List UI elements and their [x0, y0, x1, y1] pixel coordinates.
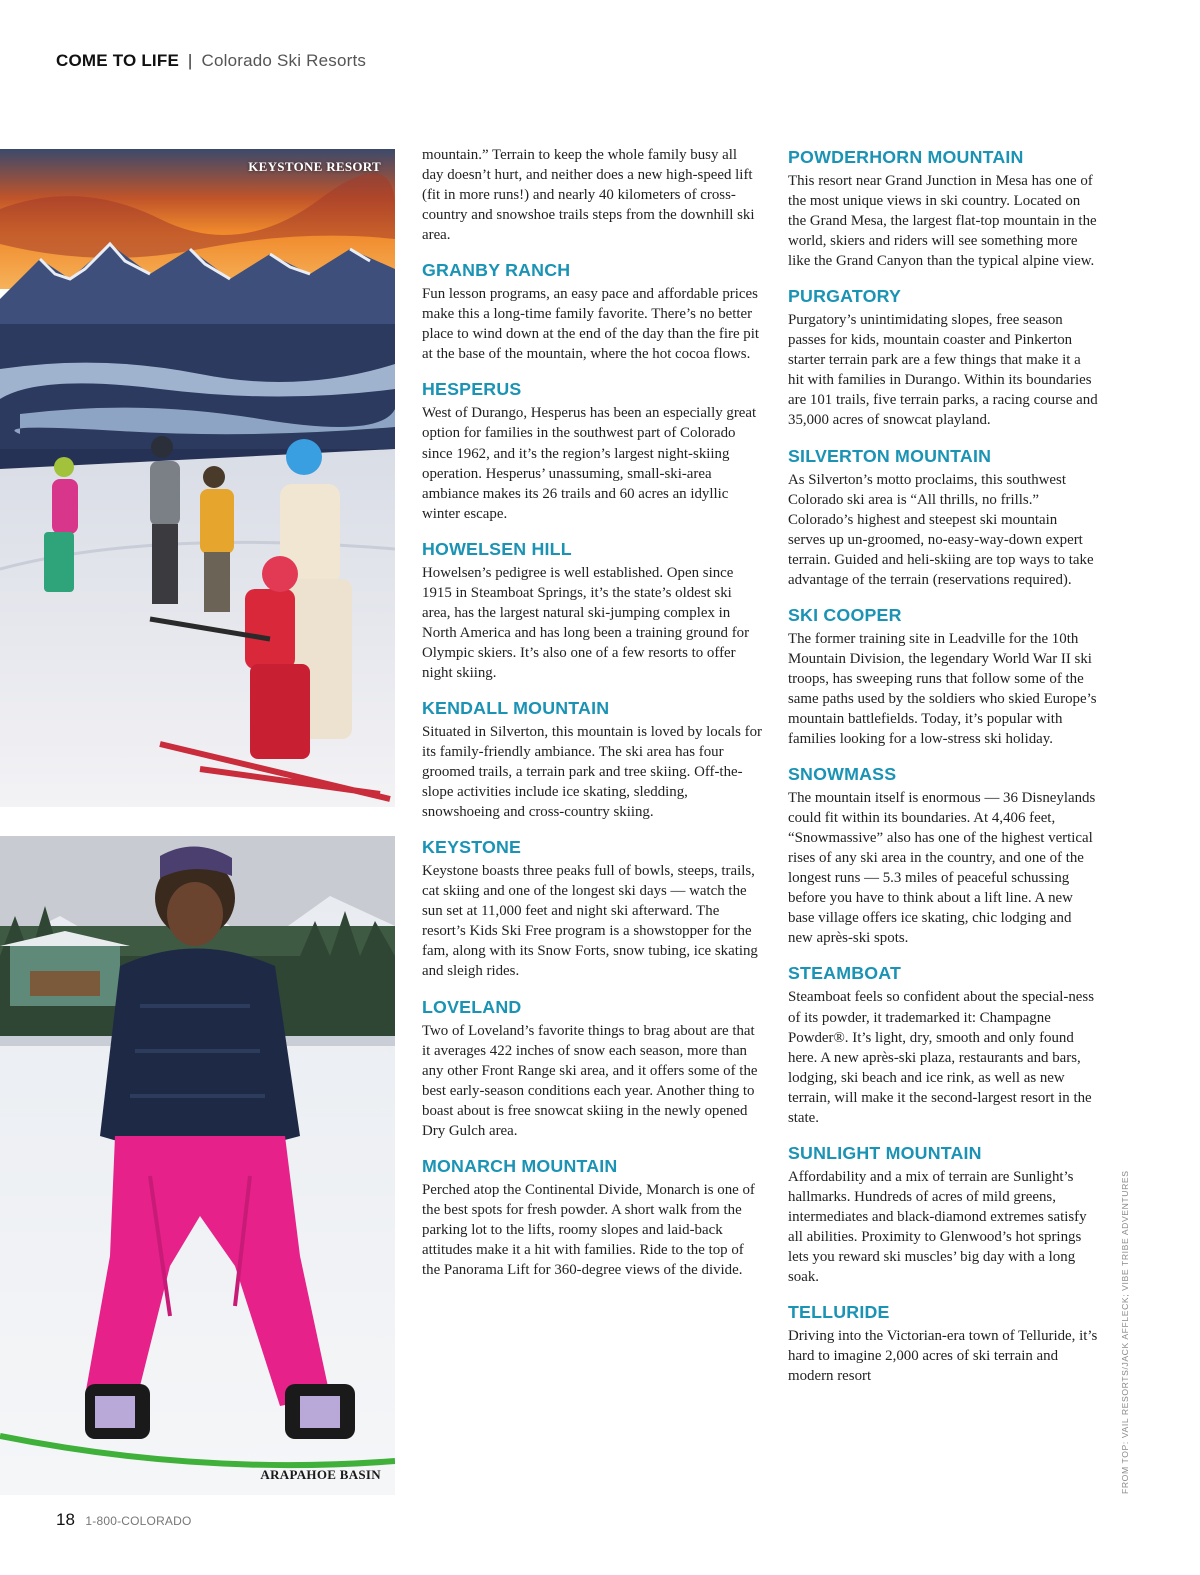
body-silverton-mountain: As Silverton’s motto proclaims, this southwest Colorado ski area is “All thrills, no frills.” Colorado’s highest and steepest ski mountain serves up un-groomed, no-easy-way-down expert terrain. Guided and heli-skiing are top ways to take advantage of the terrain (reservations required). [788, 471, 1094, 588]
page-number: 18 [56, 1510, 75, 1529]
section-label: COME TO LIFE [56, 51, 179, 70]
heading-silverton-mountain: SILVERTON MOUNTAIN [788, 445, 992, 466]
heading-kendall-mountain: KENDALL MOUNTAIN [422, 697, 610, 718]
heading-ski-cooper: SKI COOPER [788, 604, 902, 625]
body-powderhorn-mountain: This resort near Grand Junction in Mesa has one of the most unique views in ski country. Located on the Grand Mesa, the largest flat-top mountain in the world, skiers and riders will see something more like the Grand Canyon than the typical alpine view. [788, 173, 1097, 270]
heading-hesperus: HESPERUS [422, 379, 522, 400]
intro-paragraph: mountain.” Terrain to keep the whole family busy all day doesn’t hurt, and neither does a new high-speed lift (fit in more runs!) and nearly 40 kilometers of cross-country and snowshoe trails steps from the downhill ski area. [422, 147, 755, 244]
heading-purgatory: PURGATORY [788, 286, 902, 307]
body-purgatory: Purgatory’s unintimidating slopes, free season passes for kids, mountain coaster and Pinkerton starter terrain park are a few things that make it a hit with families in Durango. Within its boundaries are 101 trails, five terrain parks, a racing course and 35,000 acres of snowcat playland. [788, 312, 1098, 429]
section-subtitle: Colorado Ski Resorts [201, 51, 367, 70]
heading-keystone: KEYSTONE [422, 837, 522, 858]
page-header [56, 51, 366, 71]
right-column [788, 145, 1098, 1386]
keystone-photo-illustration [0, 149, 395, 807]
body-telluride: Driving into the Victorian-era town of Telluride, it’s hard to imagine 2,000 acres of ski terrain and modern resort [788, 1328, 1098, 1385]
keystone-resort-photo [0, 149, 395, 807]
heading-snowmass: SNOWMASS [788, 764, 897, 785]
heading-sunlight-mountain: SUNLIGHT MOUNTAIN [788, 1142, 982, 1163]
heading-loveland: LOVELAND [422, 996, 522, 1017]
body-monarch-mountain: Perched atop the Continental Divide, Monarch is one of the best spots for fresh powder. A short walk from the parking lot to the lifts, roomy slopes and laid-back attitudes make it a hit with families. Ride to the top of the Panorama Lift for 360-degree views of the divide. [422, 1181, 755, 1278]
body-loveland: Two of Loveland’s favorite things to brag about are that it averages 422 inches of snow each season, more than any other Front Range ski area, and it offers some of the best early-season conditions each year. Another thing to boast about is free snowcat skiing in the newly opened Dry Gulch area. [422, 1022, 758, 1139]
photo-caption-keystone: KEYSTONE RESORT [248, 159, 381, 174]
heading-powderhorn-mountain: POWDERHORN MOUNTAIN [788, 147, 1024, 167]
body-kendall-mountain: Situated in Silverton, this mountain is loved by locals for its family-friendly ambiance. The ski area has four groomed trails, a terrain park and tree skiing. Off-the-slope activities include ice skating, sledding, snowshoeing and cross-country skiing. [422, 723, 762, 821]
photo-credit: FROM TOP: VAIL RESORTS/JACK AFFLECK; VIBE TRIBE ADVENTURES [1120, 1170, 1130, 1494]
footer-phone: 1-800-COLORADO [85, 1514, 192, 1528]
page-footer [56, 1510, 192, 1530]
body-snowmass: The mountain itself is enormous — 36 Disneylands could fit within its boundaries. At 4,406 feet, “Snowmassive” also has one of the highest vertical rises of any ski area in the country, and one of the longest runs — 5.3 miles of peaceful schussing before you have to think about a lift line. A new base village offers ice skating, chic lodging and new après-ski spots. [788, 790, 1096, 947]
photo-caption-arapahoe: ARAPAHOE BASIN [260, 1467, 381, 1482]
heading-monarch-mountain: MONARCH MOUNTAIN [422, 1155, 618, 1176]
middle-column [422, 145, 762, 1280]
body-ski-cooper: The former training site in Leadville for the 10th Mountain Division, the legendary World War II ski troops, has sweeping runs that follow some of the same paths used by the soldiers who skied Europe’s mountain battlefields. Today, it’s popular with families looking for a low-stress ski holiday. [788, 630, 1097, 748]
arapahoe-photo-illustration [0, 836, 395, 1495]
heading-steamboat: STEAMBOAT [788, 963, 902, 984]
body-keystone: Keystone boasts three peaks full of bowls, steeps, trails, cat skiing and one of the longest ski days — watch the sun set at 11,000 feet and night ski afterward. The resort’s Kids Ski Free program is a showstopper for the fam, along with its Snow Forts, snow tubing, ice skating and sleigh rides. [422, 863, 758, 980]
heading-howelsen-hill: HOWELSEN HILL [422, 538, 572, 559]
header-separator: | [187, 51, 193, 70]
heading-telluride: TELLURIDE [788, 1302, 890, 1323]
heading-granby-ranch: GRANBY RANCH [422, 260, 571, 281]
body-hesperus: West of Durango, Hesperus has been an especially great option for families in the southwest part of Colorado since 1962, and it’s the region’s largest night-skiing operation. Hesperus’ unassuming, small-ski-area ambiance makes its 26 trails and 60 acres an idyllic winter escape. [422, 405, 757, 522]
body-steamboat: Steamboat feels so confident about the special-ness of its powder, it trademarked it: Champagne Powder®. It’s light, dry, smooth and only found here. A new après-ski plaza, restaurants and bars, lodging, ski beach and ice rink, as well as new terrain, will make it the second-largest resort in the state. [788, 989, 1094, 1126]
body-sunlight-mountain: Affordability and a mix of terrain are Sunlight’s hallmarks. Hundreds of acres of mild greens, intermediates and black-diamond extremes satisfy all abilities. Proximity to Glenwood’s hot springs lets you reward ski muscles’ big day with a long soak. [788, 1168, 1087, 1286]
body-howelsen-hill: Howelsen’s pedigree is well established. Open since 1915 in Steamboat Springs, it’s the state’s oldest ski area, has the largest natural ski-jumping complex in North America and has long been a training ground for Olympic skiers. It’s also one of a few resorts to offer night skiing. [422, 564, 750, 681]
arapahoe-basin-photo [0, 836, 395, 1495]
body-granby-ranch: Fun lesson programs, an easy pace and affordable prices make this a long-time family favorite. There’s no better place to wind down at the end of the day than the fire pit at the base of the mountain, where the hot cocoa flows. [422, 286, 760, 363]
